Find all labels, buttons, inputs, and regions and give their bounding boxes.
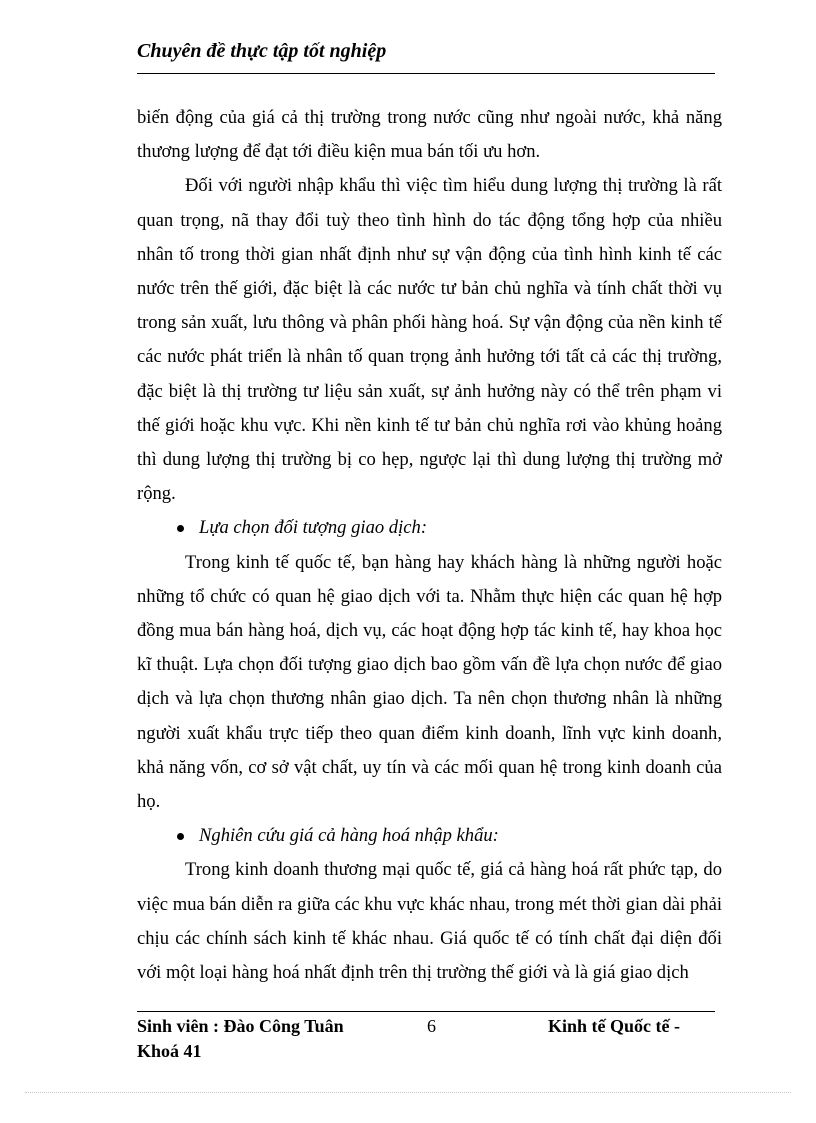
bullet-text: Nghiên cứu giá cả hàng hoá nhập khẩu: bbox=[199, 825, 499, 847]
footer-student-class: Khoá 41 bbox=[137, 1041, 202, 1061]
header-divider bbox=[137, 73, 715, 74]
paragraph-import-market-capacity: Đối với người nhập khẩu thì việc tìm hiểu dung lượng thị trường là rất quan trọng, nã thay đổi tuỳ theo tình hình do tác động tổng hợp của nhiều nhân tố trong thời gian nhất định như sự vận động của tình hình kinh tế các nước trên thế giới, đặc biệt là các nước tư bản chủ nghĩa và tính chất thời vụ trong sản xuất, lưu thông và phân phối hàng hoá. Sự vận động của nền kinh tế các nước phát triển là nhân tố quan trọng ảnh hưởng tới tất cả các thị trường, đặc biệt là thị trường tư liệu sản xuất, sự ảnh hưởng này có thể trên phạm vi thế giới hoặc khu vực. Khi nền kinh tế tư bản chủ nghĩa rơi vào khủng hoảng thì dung lượng thị trường bị co hẹp, ngược lại thì dung lượng thị trường mở rộng. bbox=[137, 175, 722, 505]
paragraph-continued: biến động của giá cả thị trường trong nước cũng như ngoài nước, khả năng thương lượng để đạt tới điều kiện mua bán tối ưu hơn. bbox=[137, 107, 722, 163]
footer-student-info bbox=[137, 1014, 387, 1064]
bullet-item-select-partner bbox=[137, 511, 722, 545]
document-body bbox=[137, 101, 722, 990]
bullet-item-price-research bbox=[137, 819, 722, 853]
bullet-text: Lựa chọn đối tượng giao dịch: bbox=[199, 517, 428, 539]
bullet-icon bbox=[177, 833, 184, 840]
footer-divider bbox=[137, 1011, 715, 1012]
paragraph-international-price: Trong kinh doanh thương mại quốc tế, giá cả hàng hoá rất phức tạp, do việc mua bán diễn ra giữa các khu vực khác nhau, trong mét thời gian dài phải chịu các chính sách kinh tế khác nhau. Giá quốc tế có tính chất đại diện đối với một loại hàng hoá nhất định trên thị trường thế giới và là giá giao dịch bbox=[137, 859, 722, 984]
page-bottom-border bbox=[25, 1092, 791, 1093]
paragraph-partner-selection: Trong kinh tế quốc tế, bạn hàng hay khách hàng là những người hoặc những tổ chức có quan hệ giao dịch với ta. Nhằm thực hiện các quan hệ hợp đồng mua bán hàng hoá, dịch vụ, các hoạt động hợp tác kinh tế, hay khoa học kĩ thuật. Lựa chọn đối tượng giao dịch bao gồm vấn đề lựa chọn nước để giao dịch và lựa chọn thương nhân giao dịch. Ta nên chọn thương nhân là những người xuất khẩu trực tiếp theo quan điểm kinh doanh, lĩnh vực kinh doanh, khả năng vốn, cơ sở vật chất, uy tín và các mối quan hệ trong kinh doanh của họ. bbox=[137, 551, 722, 813]
page-header-title: Chuyên đề thực tập tốt nghiệp bbox=[137, 40, 387, 62]
bullet-icon bbox=[177, 525, 184, 532]
footer-major: Kinh tế Quốc tế - bbox=[548, 1016, 680, 1036]
footer-page-number: 6 bbox=[427, 1016, 436, 1036]
footer-student-name: Sinh viên : Đào Công Tuân bbox=[137, 1016, 344, 1036]
